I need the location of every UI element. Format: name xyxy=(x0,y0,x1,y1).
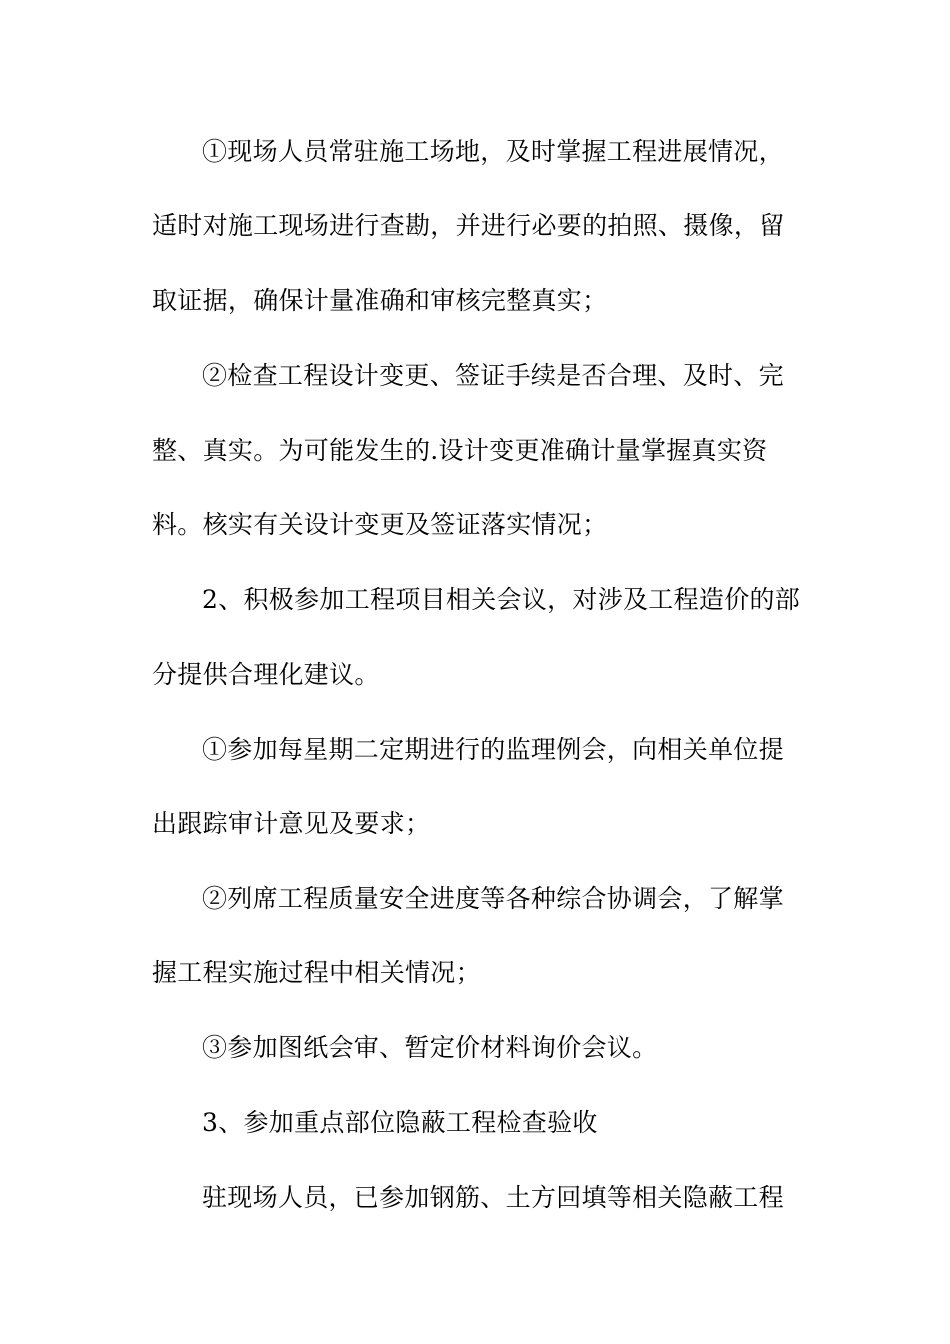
paragraph-line: ①参加每星期二定期进行的监理例会，向相关单位提 xyxy=(202,735,784,764)
paragraph-line: 整、真实。为可能发生的.设计变更准确计量掌握真实资 xyxy=(152,436,768,465)
paragraph-line: ②列席工程质量安全进度等各种综合协调会，了解掌 xyxy=(202,884,784,913)
paragraph-line: 料。核实有关设计变更及签证落实情况； xyxy=(152,510,608,539)
paragraph-line: 2、积极参加工程项目相关会议，对涉及工程造价的部 xyxy=(202,585,801,614)
paragraph-line: 3、参加重点部位隐蔽工程检查验收 xyxy=(202,1108,598,1137)
paragraph-line: ③参加图纸会审、暂定价材料询价会议。 xyxy=(202,1033,658,1062)
paragraph-line: 取证据，确保计量准确和审核完整真实； xyxy=(152,286,608,315)
paragraph-line: 适时对施工现场进行查勘，并进行必要的拍照、摄像，留 xyxy=(152,211,785,240)
paragraph-line: 驻现场人员，已参加钢筋、土方回填等相关隐蔽工程 xyxy=(202,1183,784,1212)
paragraph-line: 分提供合理化建议。 xyxy=(152,660,380,689)
paragraph-line: 出跟踪审计意见及要求； xyxy=(152,809,431,838)
paragraph-line: ①现场人员常驻施工场地，及时掌握工程进展情况， xyxy=(202,137,784,166)
paragraph-line: ②检查工程设计变更、签证手续是否合理、及时、完 xyxy=(202,361,784,390)
paragraph-line: 握工程实施过程中相关情况； xyxy=(152,958,481,987)
